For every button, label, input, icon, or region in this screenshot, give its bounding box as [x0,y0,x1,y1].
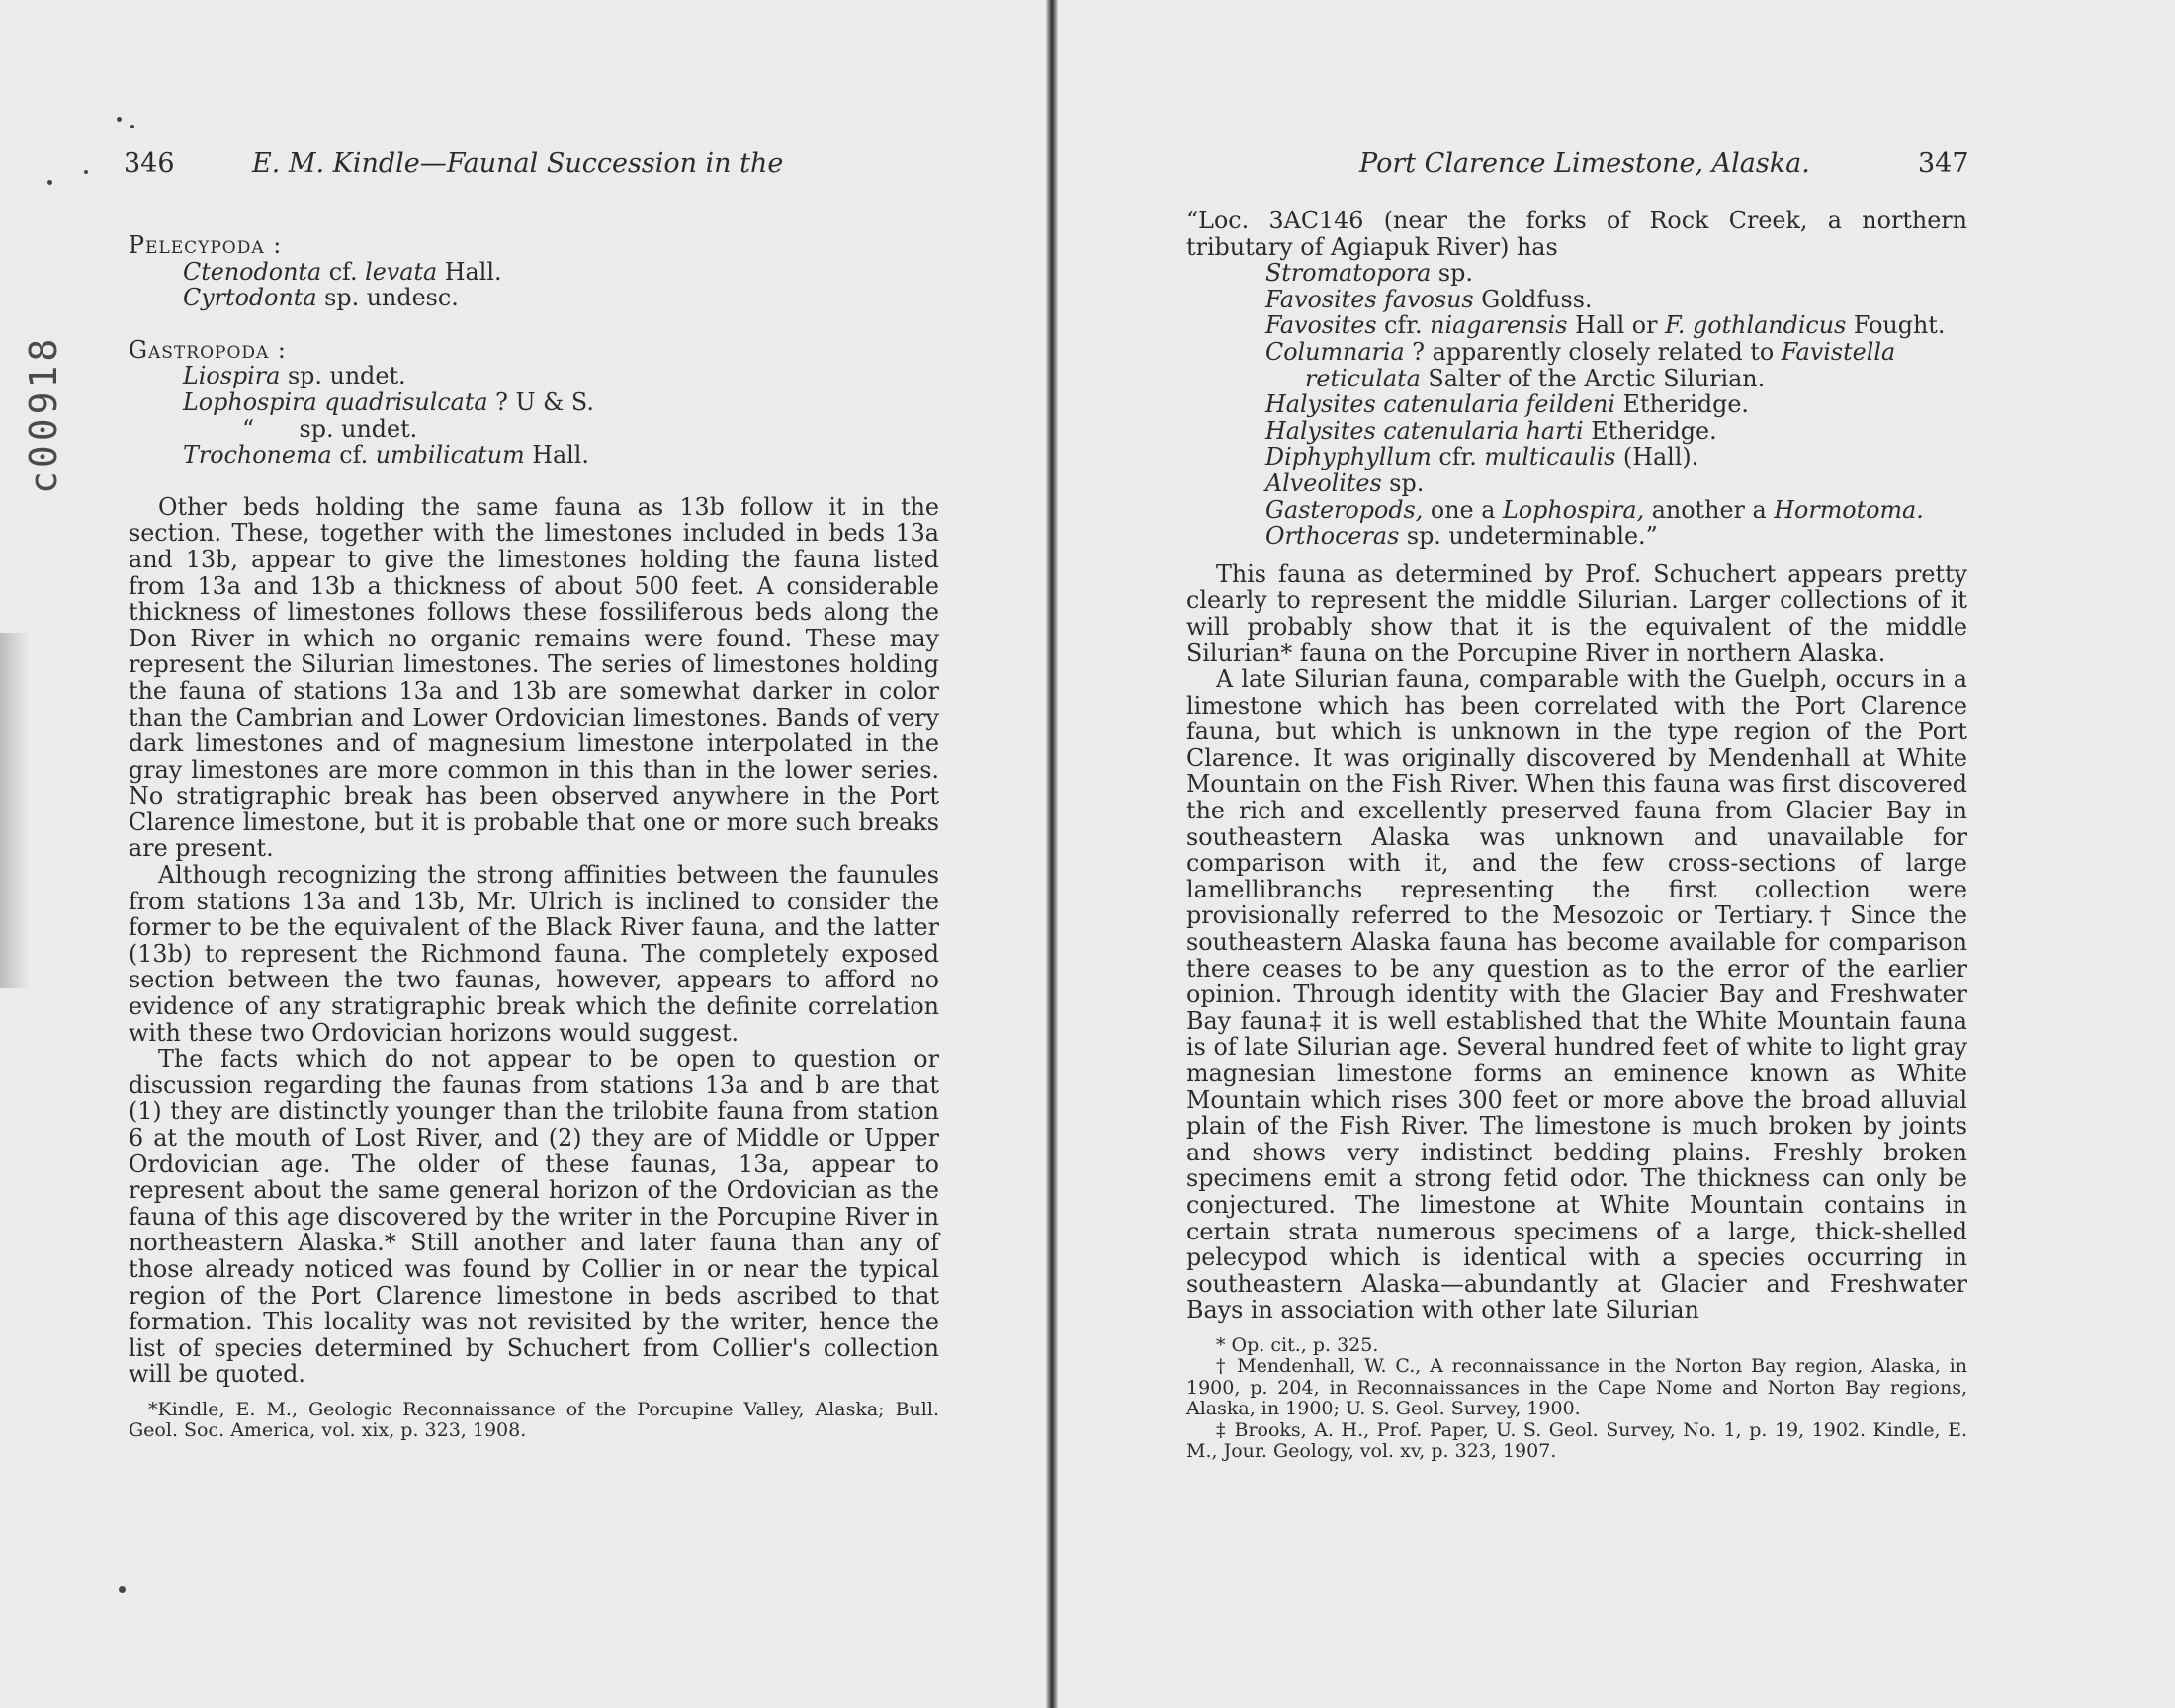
footnotes [1186,1335,1967,1463]
species-item: Stromatopora sp. [1265,259,1473,288]
footnote-text: *Kindle, E. M., Geologic Reconnaissance of the Porcupine Valley, Alaska; Bull. Geol. Soc. America, vol. xix, p. 323, 1908. [129,1398,939,1442]
ink-speck [117,117,122,122]
species-item: Halysites catenularia feildeni Etheridge. [1265,390,1749,419]
page-edge-shadow [0,633,30,988]
species-item: Favosites favosus Goldfuss. [1265,285,1593,313]
taxon-item: Liospira sp. undet. [183,362,406,390]
species-item: Diphyphyllum cfr. multicaulis (Hall). [1265,443,1699,471]
pelecypoda-heading: Pelecypoda : [129,231,283,259]
species-item: Columnaria ? apparently closely related to Favistella [1265,337,1896,366]
body-paragraph: The facts which do not appear to be open to question or discussion regarding the faunas from stations 13a and b are that (1) they are distinctly younger than the trilobite fauna from station 6 at the mouth of Lost River, and (2) they are of Middle or Upper Ordovician age. The older of these faunas, 13a, appear to represent about the same general horizon of the Ordovician as the fauna of this age discovered by the writer in the Porcupine River in northeastern Alaska.* Still another and later fauna than any of those already noticed was found by Collier in or near the typical region of the Port Clarence limestone in beds ascribed to that formation. This locality was not revisited by the writer, hence the list of species determined by Schuchert from Collier's collection will be quoted. [129,1045,939,1389]
running-head: E. M. Kindle—Faunal Succession in the [252,148,784,179]
footnote-text: * Op. cit., p. 325. [1216,1333,1379,1356]
footnote-text: ‡ Brooks, A. H., Prof. Paper, U. S. Geol. Survey, No. 1, p. 19, 1902. Kindle, E. M., Jour. Geology, vol. xv, p. 323, 1907. [1186,1418,1967,1463]
species-item: Orthoceras sp. undeterminable.” [1265,522,1658,551]
gastropoda-list [183,363,939,468]
pelecypoda-list [183,259,939,311]
body-paragraph: Although recognizing the strong affinities between the faunules from stations 13a and 13b, Mr. Ulrich is inclined to consider the former to be the equivalent of the Black River fauna, and the latter (13b) to represent the Richmond fauna. The completely exposed section between the two faunas, however, appears to afford no evidence of any stratigraphic break which the definite correlation with these two Ordovician horizons would suggest. [129,861,939,1047]
page-number: 347 [1918,148,1969,179]
serial-stamp: c00918 [22,334,65,494]
page-number: 346 [124,148,175,179]
species-item: Gasteropods, one a Lophospira, another a Hormotoma. [1265,495,1924,524]
locality-intro: “Loc. 3AC146 (near the forks of Rock Creek, a northern tributary of Agiapuk River) has [1186,207,1967,261]
species-item: reticulata Salter of the Arctic Silurian. [1305,364,1766,392]
body-paragraph: A late Silurian fauna, comparable with the Guelph, occurs in a limestone which has been correlated with the Port Clarence fauna, but which is unknown in the type region of the Port Clarence. It was originally discovered by Mendenhall at White Mountain on the Fish River. When this fauna was first discovered the rich and excellently preserved fauna from Glacier Bay in southeastern Alaska was unknown and unavailable for comparison with it, and the few cross-sections of large lamellibranchs representing the first collection were provisionally referred to the Mesozoic or Tertiary.† Since the southeastern Alaska fauna has become available for comparison there ceases to be any question as to the error of the earlier opinion. Through identity with the Glacier Bay and Freshwater Bay fauna‡ it is well established that the White Mountain fauna is of late Silurian age. Several hundred feet of white to light gray magnesian limestone forms an eminence known as White Mountain which rises 300 feet or more above the broad alluvial plain of the Fish River. The limestone is much broken by joints and shows very indistinct bedding plains. Freshly broken specimens emit a strong fetid odor. The thickness can only be conjectured. The limestone at White Mountain contains in certain strata numerous specimens of a large, thick-shelled pelecypod which is identical with a species occurring in southeastern Alaska—abundantly at Glacier and Freshwater Bays in association with other late Silurian [1186,665,1967,1324]
right-text-block [1186,208,1967,1463]
taxon-item: Trochonema cf. umbilicatum Hall. [183,441,589,470]
taxon-item: Cyrtodonta sp. undesc. [183,284,459,312]
species-list [1265,260,1967,550]
body-paragraph: This fauna as determined by Prof. Schuchert appears pretty clearly to represent the middle Silurian. Larger collections of it will probably show that it is the equivalent of the middle Silurian* fauna on the Porcupine River in northern Alaska. [1186,559,1967,667]
ink-speck [47,180,52,185]
left-text-block [129,232,939,1442]
taxon-item: Ctenodonta cf. levata Hall. [183,257,502,286]
species-item: Halysites catenularia harti Etheridge. [1265,416,1717,445]
footnote [129,1400,939,1442]
running-head: Port Clarence Limestone, Alaska. [1359,148,1810,179]
taxon-item: “ sp. undet. [242,414,418,443]
ink-speck [130,125,134,128]
gastropoda-heading: Gastropoda : [129,335,287,364]
ink-speck [119,1586,126,1593]
book-gutter [1046,0,1058,1708]
species-item: Favosites cfr. niagarensis Hall or F. gothlandicus Fought. [1265,311,1946,340]
body-paragraph: Other beds holding the same fauna as 13b follow it in the section. These, together with the limestones included in beds 13a and 13b, appear to give the limestones holding the fauna listed from 13a and 13b a thickness of about 500 feet. A considerable thickness of limestones follows these fossiliferous beds along the Don River in which no organic remains were found. These may represent the Silurian limestones. The series of limestones holding the fauna of stations 13a and 13b are somewhat darker in color than the Cambrian and Lower Ordovician limestones. Bands of very dark limestones and of magnesium limestone interpolated in the gray limestones are more common in this than in the lower series. No stratigraphic break has been observed anywhere in the Port Clarence limestone, but it is probable that one or more such breaks are present. [129,492,939,863]
taxon-item: Lophospira quadrisulcata ? U & S. [183,387,594,416]
ink-speck [84,170,88,174]
species-item: Alveolites sp. [1265,469,1425,497]
footnote-text: † Mendenhall, W. C., A reconnaissance in the Norton Bay region, Alaska, in 1900, p. 204, in Reconnaissances in the Cape Nome and Norton Bay regions, Alaska, in 1900; U. S. Geol. Survey, 1900. [1186,1355,1967,1420]
left-page [0,0,1046,1708]
